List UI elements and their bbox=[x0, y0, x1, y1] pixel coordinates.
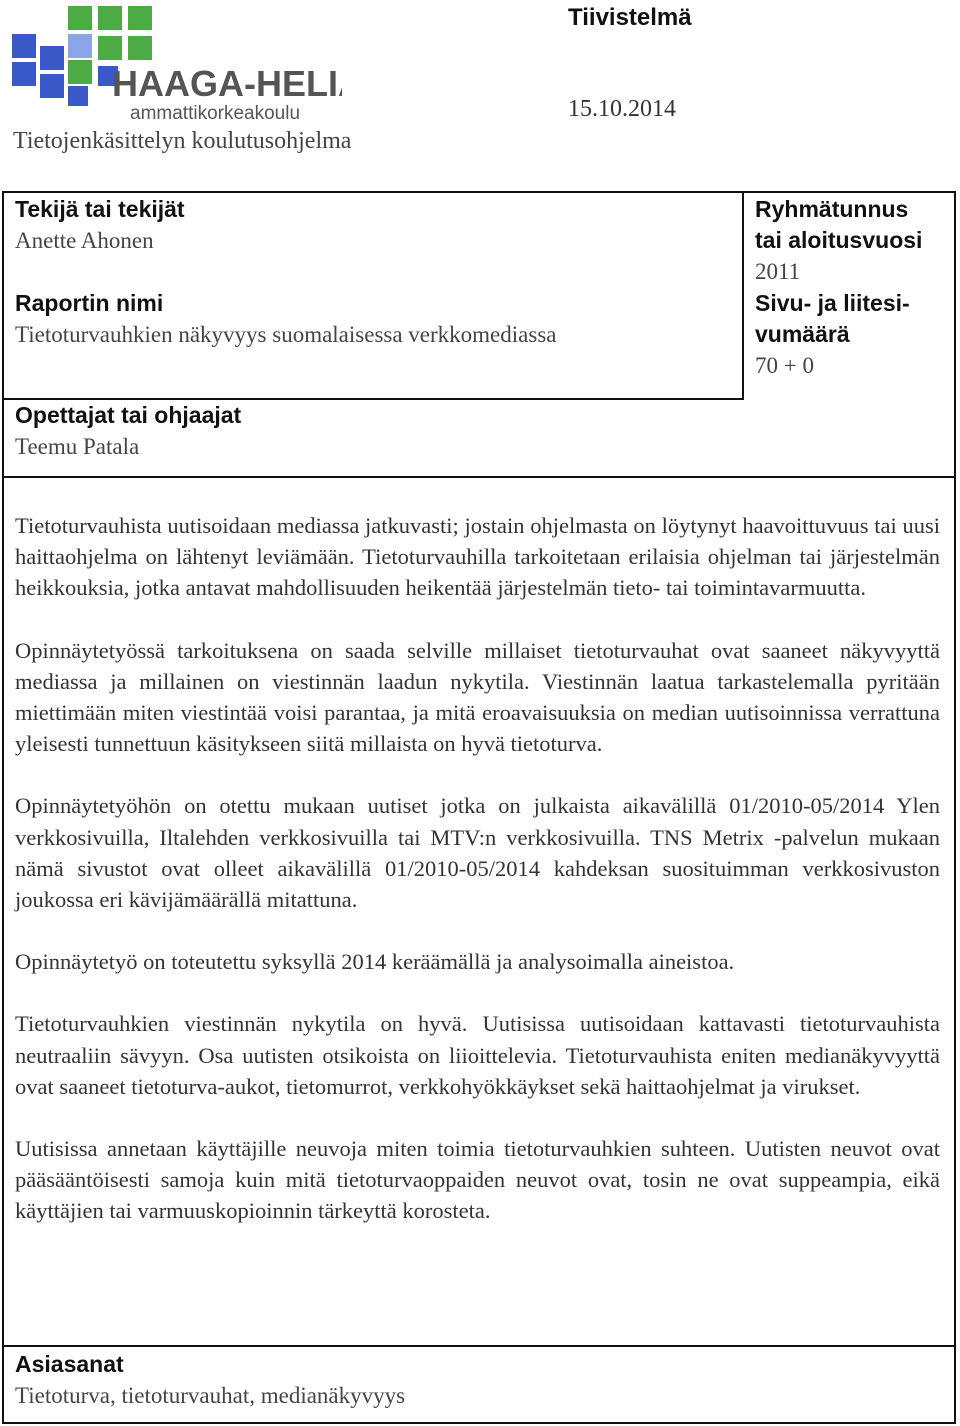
author-label: Tekijä tai tekijät bbox=[15, 196, 185, 222]
group-label-line2: tai aloitusvuosi bbox=[755, 227, 923, 253]
abstract-paragraph: Uutisissa annetaan käyttäjille neuvoja miten toimia tietoturvauhkien suhteen. Uutisten neuvot ovat pääsääntöisesti samoja kuin mitä tietoturvaoppaiden neuvot ovat, tosin ne ovat suppeampia, eikä käyttäjien tai varmuuskopioinnin tärkeyttä korosteta. bbox=[15, 1136, 940, 1224]
pages-label-line2: vumäärä bbox=[755, 321, 850, 347]
teacher-label: Opettajat tai ohjaajat bbox=[15, 402, 242, 428]
report-block bbox=[15, 288, 556, 350]
keywords-value: Tietoturva, tietoturvauhat, medianäkyvyys bbox=[15, 1383, 406, 1408]
document-date: 15.10.2014 bbox=[568, 96, 676, 122]
program-name: Tietojenkäsittelyn koulutusohjelma bbox=[13, 128, 352, 154]
group-block bbox=[755, 194, 922, 287]
abstract-paragraph: Opinnäytetyössä tarkoituksena on saada selville millaiset tietoturvauhat ovat saaneet näkyvyyttä mediassa ja millainen on viestinnän laadun nykytila. Viestinnän laatua tarkastelemalla pyritään miettimään miten viestintää voisi parantaa, ja mitä eroavaisuuksia on median uutisoinnissa verrattuna yleisesti tunnettuun käsitykseen siitä millaista on hyvä tietoturva. bbox=[15, 637, 940, 757]
author-value: Anette Ahonen bbox=[15, 228, 154, 253]
pages-label-line1: Sivu- ja liitesi- bbox=[755, 290, 910, 316]
report-value: Tietoturvauhkien näkyvyys suomalaisessa verkkomediassa bbox=[15, 322, 557, 347]
pages-block bbox=[755, 288, 910, 381]
logo-squares-icon bbox=[12, 6, 342, 124]
report-label: Raportin nimi bbox=[15, 290, 164, 316]
abstract-text bbox=[15, 510, 940, 1258]
teacher-block bbox=[15, 400, 241, 462]
group-label-line1: Ryhmätunnus bbox=[755, 196, 909, 222]
document-title: Tiivistelmä bbox=[568, 4, 692, 31]
logo-name-text: HAAGA-HELIA bbox=[112, 63, 342, 104]
abstract-paragraph: Tietoturvauhista uutisoidaan mediassa jatkuvasti; jostain ohjelmasta on löytynyt haavoittuvuus tai uusi haittaohjelma on lähtenyt leviämään. Tietoturvauhilla tarkoitetaan erilaisia ohjelman tai järjestelmän heikkouksia, jotka antavat mahdollisuuden heikentää järjestelmän tieto- tai toimintavarmuutta. bbox=[15, 513, 940, 601]
abstract-box bbox=[2, 478, 956, 1345]
abstract-paragraph: Opinnäytetyö on toteutettu syksyllä 2014 keräämällä ja analysoimalla aineistoa. bbox=[15, 949, 735, 975]
vertical-divider bbox=[742, 193, 744, 399]
teacher-value: Teemu Patala bbox=[15, 434, 140, 459]
keywords-label: Asiasanat bbox=[15, 1351, 124, 1377]
logo-sub-text: ammattikorkeakoulu bbox=[130, 103, 301, 124]
group-value: 2011 bbox=[755, 259, 801, 284]
info-box bbox=[2, 191, 956, 478]
abstract-paragraph: Opinnäytetyöhön on otettu mukaan uutiset jotka on julkaista aikavälillä 01/2010-05/2014 Ylen verkkosivuilla, Iltalehden verkkosivuilla tai MTV:n verkkosivuilla. TNS Metrix -palvelun mukaan nämä sivustot ovat olleet aikavälillä 01/2010-05/2014 kahdeksan suosituimman verkkosivuston joukossa eri kävijämäärällä mitattuna. bbox=[15, 793, 940, 913]
haaga-helia-logo bbox=[12, 6, 342, 124]
keywords-box bbox=[2, 1345, 956, 1424]
keywords-block bbox=[15, 1349, 405, 1411]
author-block bbox=[15, 194, 185, 256]
pages-value: 70 + 0 bbox=[755, 353, 814, 378]
abstract-paragraph: Tietoturvauhkien viestinnän nykytila on hyvä. Uutisissa uutisoidaan kattavasti tietoturvauhista neutraaliin sävyyn. Osa uutisten otsikoista on liioittelevia. Tietoturvauhista eniten medianäkyvyyttä ovat saaneet tietoturva-aukot, tietomurrot, verkkohyökkäykset sekä haittaohjelmat ja virukset. bbox=[15, 1011, 940, 1099]
